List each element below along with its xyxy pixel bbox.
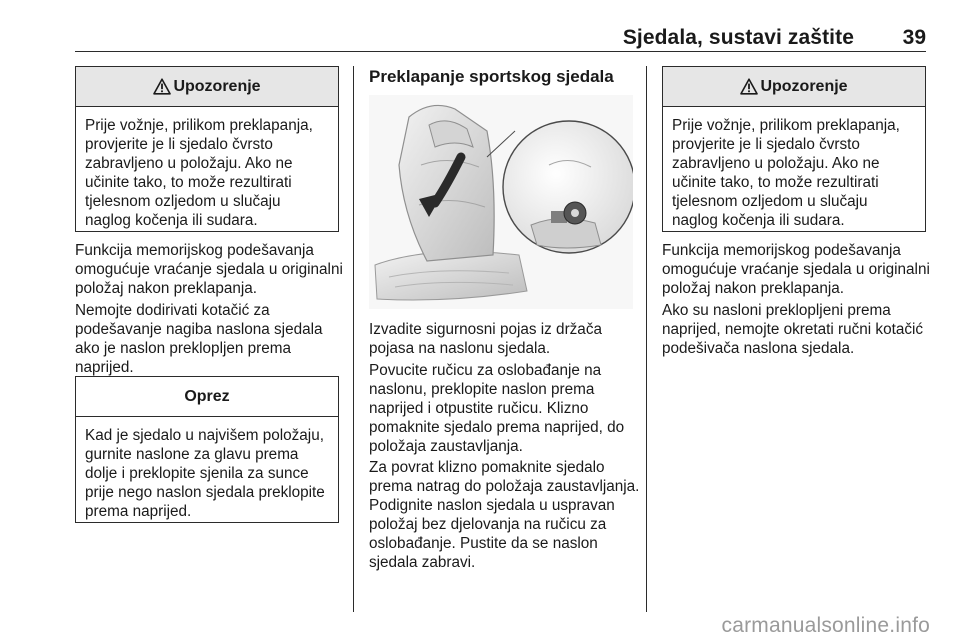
warning-box	[75, 66, 339, 232]
seat-folding-illustration	[369, 95, 633, 309]
running-header-title: Sjedala, sustavi zaštite	[622, 26, 854, 49]
fold-instruction-paragraph: Povucite ručicu za oslobađanje na naslonu, preklopite naslon prema naprijed i otpustite ručicu. Klizno pomaknite sjedalo prema naprijed, do položaja zaustavljanja.	[369, 362, 625, 456]
header-rule	[75, 51, 926, 52]
return-instruction-paragraph: Za povrat klizno pomaknite sjedalo prema natrag do položaja zaustavljanja. Podignite naslon sjedala u uspravan položaj bez djelovanja na ručicu za oslobađanje. Pustite da se naslon sjedala zabravi.	[369, 459, 640, 572]
belt-removal-paragraph: Izvadite sigurnosni pojas iz držača pojasa na naslonu sjedala.	[369, 321, 602, 358]
memory-function-paragraph: Funkcija memorijskog podešavanja omogućuje vraćanje sjedala u originalni položaj nakon preklapanja.	[662, 242, 930, 298]
caution-box-header	[76, 377, 338, 417]
warning-triangle-icon	[153, 78, 171, 95]
warning-box-text: Prije vožnje, prilikom preklapanja, provjerite je li sjedalo čvrsto zabravljeno u položaju. Ako ne učinite tako, to može rezultirati tjelesnom ozljedom u slučaju naglog kočenja ili sudara.	[85, 117, 313, 230]
backrest-wheel-paragraph: Ako su nasloni preklopljeni prema naprijed, nemojte okretati ručni kotačić podešivača naslona sjedala.	[662, 302, 924, 358]
caution-box-title: Oprez	[184, 387, 230, 405]
column-divider-right	[646, 66, 647, 612]
warning-box-header	[76, 67, 338, 107]
warning-triangle-icon	[740, 78, 758, 95]
warning-box	[662, 66, 926, 232]
caution-box-text: Kad je sjedalo u najvišem položaju, gurnite naslone za glavu prema dolje i preklopite sjenila za sunce prije nego naslon sjedala preklopite prema naprijed.	[85, 427, 325, 521]
warning-box-text: Prije vožnje, prilikom preklapanja, provjerite je li sjedalo čvrsto zabravljeno u položaju. Ako ne učinite tako, to može rezultirati tjelesnom ozljedom u slučaju naglog kočenja ili sudara.	[672, 117, 900, 230]
warning-box-header	[663, 67, 925, 107]
recline-wheel-paragraph: Nemojte dodirivati kotačić za podešavanje nagiba naslona sjedala ako je naslon preklopljen prema naprijed.	[75, 302, 323, 377]
warning-box-title: Upozorenje	[173, 77, 261, 95]
caution-box	[75, 376, 339, 523]
watermark: carmanualsonline.info	[721, 614, 930, 637]
section-title: Preklapanje sportskog sjedala	[369, 67, 614, 86]
warning-box-title: Upozorenje	[760, 77, 848, 95]
page-number: 39	[902, 26, 926, 49]
column-divider-left	[353, 66, 354, 612]
memory-function-paragraph: Funkcija memorijskog podešavanja omogućuje vraćanje sjedala u originalni položaj nakon preklapanja.	[75, 242, 343, 298]
